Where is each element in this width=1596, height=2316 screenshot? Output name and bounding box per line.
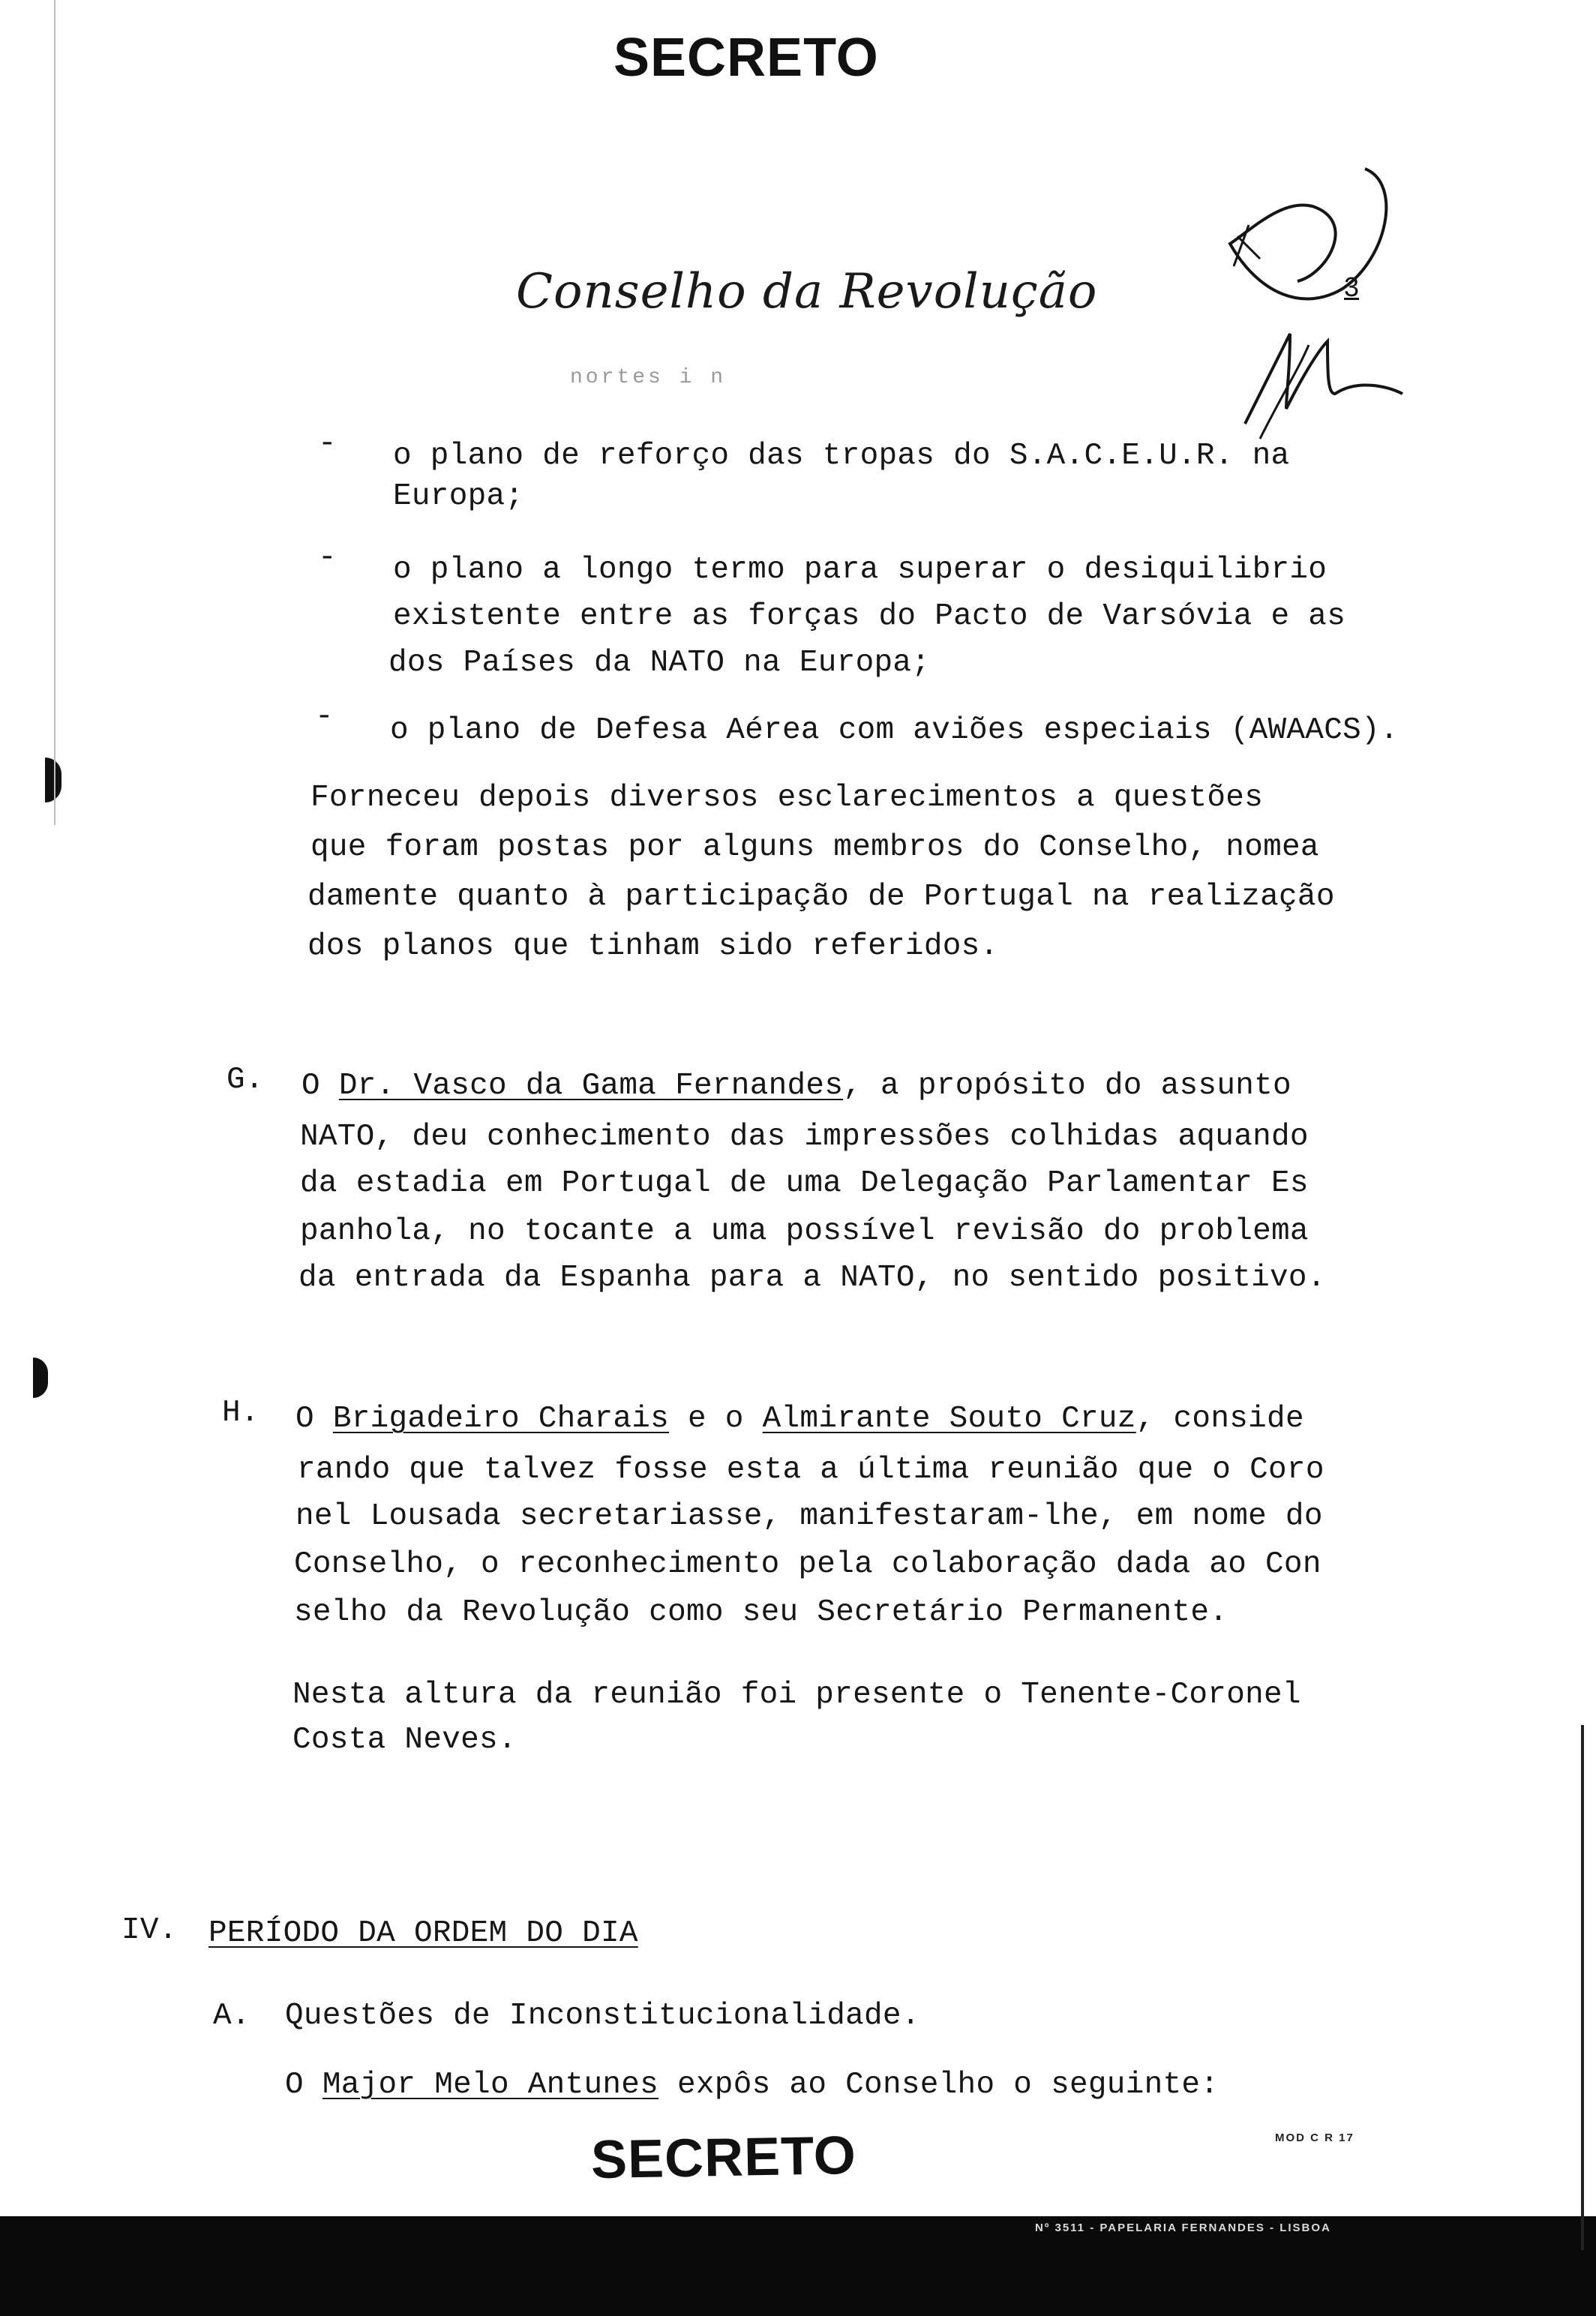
section-iv-person-name: Major Melo Antunes [322, 2068, 659, 2102]
section-g-person-name: Dr. Vasco da Gama Fernandes [338, 1069, 844, 1103]
section-h-line: nel Lousada secretariasse, manifestaram-lhe, em nome do [296, 1499, 1323, 1534]
section-g-line: NATO, deu conhecimento das impressões colhidas aquando [300, 1120, 1309, 1154]
section-h-suffix: , conside [1136, 1402, 1304, 1436]
bullet-2-line-3: dos Países da NATO na Europa; [388, 646, 931, 680]
paragraph-line: que foram postas por alguns membros do Conselho, nomea [310, 830, 1319, 865]
edge-shadow-line [54, 0, 56, 825]
section-g-prefix: O [302, 1069, 339, 1103]
paragraph-line: Forneceu depois diversos esclarecimentos a questões [310, 781, 1264, 815]
bullet-2-line-1: o plano a longo termo para superar o desiquilibrio [393, 553, 1328, 587]
section-h-line: Conselho, o reconhecimento pela colaboração dada ao Con [294, 1547, 1322, 1582]
section-iv-label: IV. [122, 1913, 178, 1948]
margin-punch-mark [33, 1358, 48, 1398]
section-g-line: panhola, no tocante a uma possível revisão do problema [300, 1214, 1309, 1249]
section-g-line: da estadia em Portugal de uma Delegação Parlamentar Es [300, 1166, 1309, 1201]
section-g-line: da entrada da Espanha para a NATO, no sentido positivo. [298, 1261, 1326, 1295]
classification-stamp-top: SECRETO [614, 28, 879, 88]
faint-typed-text: nortes i n [570, 366, 727, 389]
printer-line: Nº 3511 - PAPELARIA FERNANDES - LISBOA [1035, 2222, 1331, 2234]
section-iv-suffix: expôs ao Conselho o seguinte: [658, 2068, 1220, 2102]
form-code: MOD C R 17 [1275, 2132, 1354, 2144]
bullet-dash: - [315, 700, 334, 734]
paragraph-line: damente quanto à participação de Portugal na realização [308, 880, 1335, 914]
section-h-extra-line: Costa Neves. [292, 1723, 517, 1757]
section-h-mid: e o [669, 1402, 763, 1436]
bullet-1-line-2: Europa; [393, 479, 524, 514]
section-h-line: rando que talvez fosse esta a última reunião que o Coro [297, 1453, 1324, 1487]
margin-punch-mark [45, 758, 62, 802]
section-h-extra-line: Nesta altura da reunião foi presente o Tenente-Coronel [292, 1678, 1301, 1712]
section-h-label: H. [222, 1396, 260, 1430]
section-h-prefix: O [296, 1402, 333, 1436]
bullet-dash: - [318, 427, 337, 461]
page-number: 3 [1344, 272, 1360, 302]
section-iv-sub-label: A. [213, 1999, 250, 2033]
paragraph-line: dos planos que tinham sido referidos. [308, 929, 999, 964]
section-h-line: selho da Revolução como seu Secretário Permanente. [294, 1595, 1228, 1630]
section-iv-sub-heading: Questões de Inconstitucionalidade. [285, 1999, 920, 2033]
section-iv-prefix: O [285, 2068, 322, 2102]
section-h-line-1 [296, 1395, 1304, 1443]
bullet-2-line-2: existente entre as forças do Pacto de Varsóvia e as [393, 599, 1346, 634]
section-iv-heading: PERÍODO DA ORDEM DO DIA [208, 1916, 638, 1951]
section-iv-line [285, 2061, 1219, 2109]
edge-shadow-line [1581, 1725, 1584, 2250]
section-g-label: G. [226, 1063, 264, 1097]
letterhead: Conselho da Revolução [516, 264, 1098, 320]
section-h-person-name-1: Brigadeiro Charais [332, 1402, 670, 1436]
section-g-suffix: , a propósito do assunto [843, 1069, 1292, 1103]
bullet-dash: - [318, 541, 337, 575]
section-g-line-1 [302, 1062, 1292, 1110]
classification-stamp-bottom: SECRETO [590, 2125, 857, 2191]
bullet-1-line-1: o plano de reforço das tropas do S.A.C.E.U.R. na [393, 439, 1290, 473]
section-h-person-name-2: Almirante Souto Cruz [762, 1402, 1136, 1436]
handwritten-signature [1215, 154, 1410, 446]
bullet-3-line-1: o plano de Defesa Aérea com aviões especiais (AWAACS). [390, 713, 1399, 748]
scan-black-band [0, 2216, 1596, 2316]
